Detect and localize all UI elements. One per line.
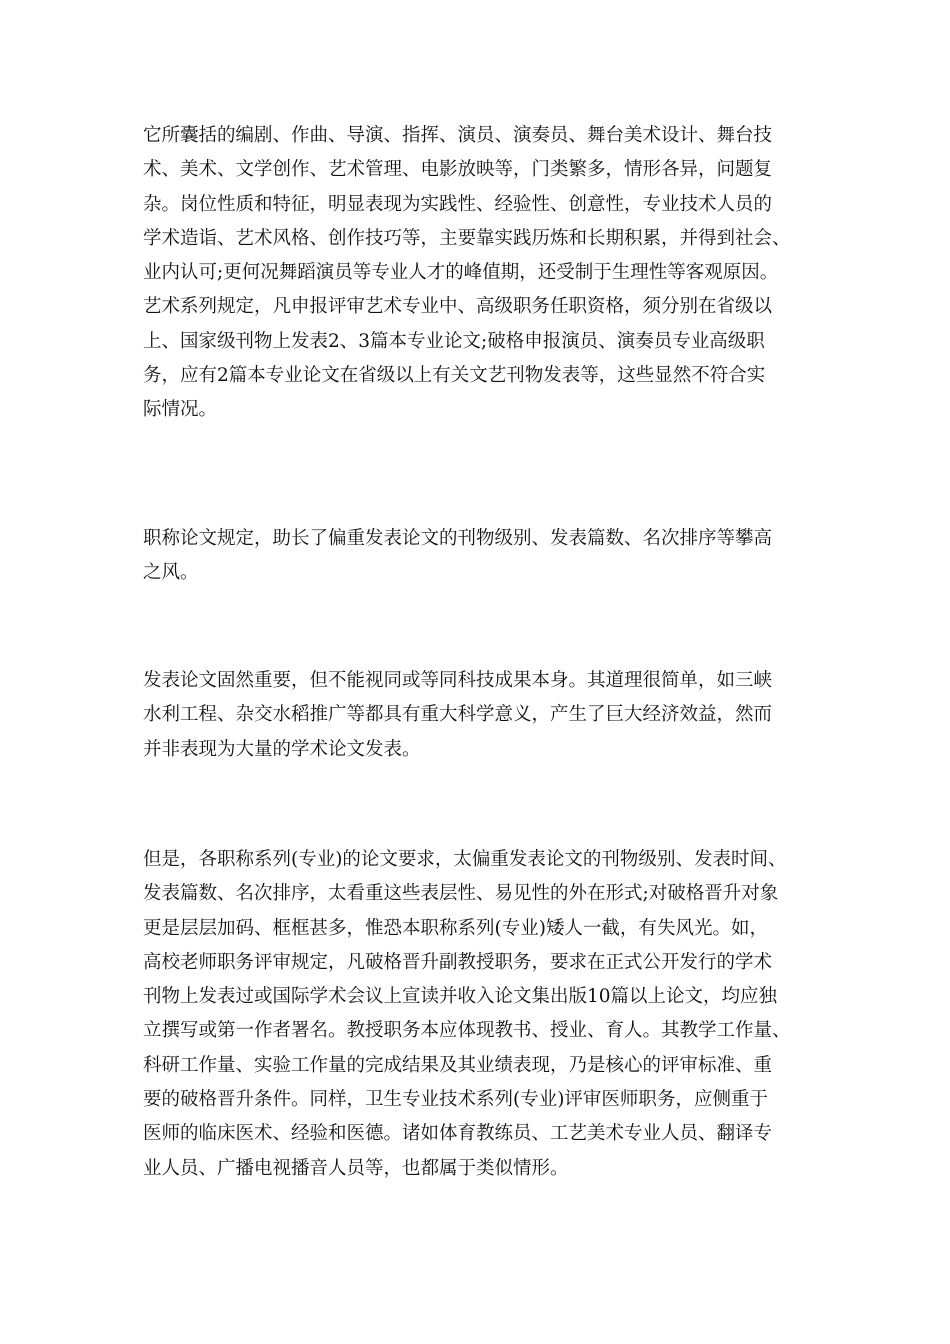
text-line: 高校老师职务评审规定，凡破格晋升副教授职务，要求在正式公开发行的学术 — [143, 951, 773, 973]
paragraph-thesis-rules — [143, 522, 823, 591]
text-line: 务，应有2篇本专业论文在省级以上有关文艺刊物发表等，这些显然不符合实 — [143, 365, 766, 387]
paragraph-arts-series — [143, 119, 823, 428]
text-line: 际情况。 — [143, 399, 218, 421]
text-line: 发表论文固然重要，但不能视同或等同科技成果本身。其道理很简单，如三峡 — [143, 670, 773, 691]
text-line: 职称论文规定，助长了偏重发表论文的刊物级别、发表篇数、名次排序等攀高 — [143, 528, 773, 549]
text-line: 它所囊括的编剧、作曲、导演、指挥、演员、演奏员、舞台美术设计、舞台技 — [143, 125, 773, 146]
text-line: 业内认可;更何况舞蹈演员等专业人才的峰值期，还受制于生理性等客观原因。 — [143, 262, 779, 284]
text-line: 医师的临床医术、经验和医德。诸如体育教练员、工艺美术专业人员、翻译专 — [143, 1123, 773, 1145]
text-line: 但是，各职称系列(专业)的论文要求，太偏重发表论文的刊物级别、发表时间、 — [143, 849, 787, 870]
text-line: 杂。岗位性质和特征，明显表现为实践性、经验性、创意性，专业技术人员的 — [143, 193, 773, 215]
text-line: 更是层层加码、框框甚多，惟恐本职称系列(专业)矮人一截，有失风光。如， — [143, 917, 768, 939]
text-line: 之风。 — [143, 562, 199, 584]
paragraph-title-series-requirements — [143, 843, 823, 1186]
text-line: 业人员、广播电视播音人员等，也都属于类似情形。 — [143, 1157, 569, 1179]
text-line: 学术造诣、艺术风格、创作技巧等，主要靠实践历炼和长期积累，并得到社会、 — [143, 227, 791, 249]
text-line: 刊物上发表过或国际学术会议上宣读并收入论文集出版10篇以上论文，均应独 — [143, 986, 778, 1008]
text-line: 科研工作量、实验工作量的完成结果及其业绩表现，乃是核心的评审标准、重 — [143, 1054, 773, 1076]
text-line: 并非表现为大量的学术论文发表。 — [143, 738, 421, 760]
text-line: 艺术系列规定，凡申报评审艺术专业中、高级职务任职资格，须分别在省级以 — [143, 296, 773, 318]
text-line: 上、国家级刊物上发表2、3篇本专业论文;破格申报演员、演奏员专业高级职 — [143, 330, 765, 352]
text-line: 发表篇数、名次排序，太看重这些表层性、易见性的外在形式;对破格晋升对象 — [143, 883, 779, 905]
text-line: 术、美术、文学创作、艺术管理、电影放映等，门类繁多，情形各异，问题复 — [143, 159, 773, 181]
paragraph-publishing-importance — [143, 664, 823, 767]
text-line: 立撰写或第一作者署名。教授职务本应体现教书、授业、育人。其教学工作量、 — [143, 1020, 791, 1042]
text-line: 水利工程、杂交水稻推广等都具有重大科学意义，产生了巨大经济效益，然而 — [143, 704, 773, 726]
text-line: 要的破格晋升条件。同样，卫生专业技术系列(专业)评审医师职务，应侧重于 — [143, 1089, 768, 1111]
